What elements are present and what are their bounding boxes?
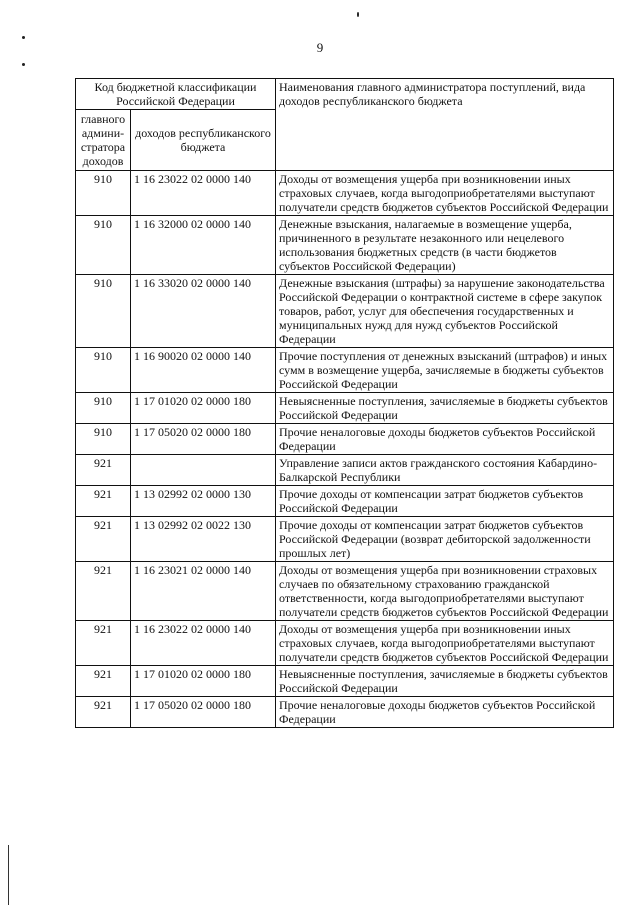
cell-budget-code: 1 16 33020 02 0000 140 bbox=[131, 275, 276, 348]
header-republican-income: доходов республиканского бюджета bbox=[131, 110, 276, 171]
cell-budget-code: 1 17 01020 02 0000 180 bbox=[131, 666, 276, 697]
cell-income-name: Прочие поступления от денежных взысканий (штрафов) и иных сумм в возмещение ущерба, зачисляемые в бюджеты субъектов Российской Федерации bbox=[276, 348, 614, 393]
cell-budget-code: 1 17 05020 02 0000 180 bbox=[131, 697, 276, 728]
header-budget-code-group: Код бюджетной классификации Российской Федерации bbox=[76, 79, 276, 110]
cell-administrator-code: 921 bbox=[76, 666, 131, 697]
cell-income-name: Денежные взыскания (штрафы) за нарушение законодательства Российской Федерации о контрактной системе в сфере закупок товаров, работ, услуг для обеспечения государственных и муниципальных нужд для нужд субъектов Российской Федерации bbox=[276, 275, 614, 348]
cell-income-name: Доходы от возмещения ущерба при возникновении иных страховых случаев, когда выгодоприобретателями выступают получатели средств бюджетов субъектов Российской Федерации bbox=[276, 171, 614, 216]
header-row-1 bbox=[76, 79, 614, 110]
scan-margin-line bbox=[8, 845, 9, 905]
cell-income-name: Невыясненные поступления, зачисляемые в бюджеты субъектов Российской Федерации bbox=[276, 393, 614, 424]
cell-budget-code: 1 16 23022 02 0000 140 bbox=[131, 621, 276, 666]
cell-administrator-code: 921 bbox=[76, 697, 131, 728]
table-row bbox=[76, 666, 614, 697]
budget-classification-table bbox=[75, 78, 614, 728]
table-row bbox=[76, 171, 614, 216]
cell-administrator-code: 910 bbox=[76, 216, 131, 275]
cell-income-name: Доходы от возмещения ущерба при возникновении страховых случаев по обязательному страхованию гражданской ответственности, когда выгодоприобретателями выступают получатели средств бюджетов субъектов Российской Федерации bbox=[276, 562, 614, 621]
cell-income-name: Невыясненные поступления, зачисляемые в бюджеты субъектов Российской Федерации bbox=[276, 666, 614, 697]
page-number: 9 bbox=[316, 40, 324, 55]
scan-speck bbox=[22, 36, 25, 39]
cell-income-name: Управление записи актов гражданского состояния Кабардино-Балкарской Республики bbox=[276, 455, 614, 486]
cell-budget-code: 1 16 32000 02 0000 140 bbox=[131, 216, 276, 275]
table-row bbox=[76, 275, 614, 348]
scan-speck bbox=[357, 12, 359, 17]
header-main-administrator: главного админи-стратора доходов bbox=[76, 110, 131, 171]
cell-administrator-code: 921 bbox=[76, 486, 131, 517]
cell-administrator-code: 921 bbox=[76, 455, 131, 486]
table-row bbox=[76, 486, 614, 517]
table-row bbox=[76, 621, 614, 666]
cell-income-name: Прочие неналоговые доходы бюджетов субъектов Российской Федерации bbox=[276, 424, 614, 455]
cell-administrator-code: 921 bbox=[76, 517, 131, 562]
cell-budget-code bbox=[131, 455, 276, 486]
cell-income-name: Доходы от возмещения ущерба при возникновении иных страховых случаев, когда выгодоприобретателями выступают получатели средств бюджетов субъектов Российской Федерации bbox=[276, 621, 614, 666]
cell-administrator-code: 910 bbox=[76, 275, 131, 348]
table-row bbox=[76, 424, 614, 455]
table-row bbox=[76, 517, 614, 562]
cell-budget-code: 1 13 02992 02 0000 130 bbox=[131, 486, 276, 517]
table-row bbox=[76, 348, 614, 393]
cell-income-name: Денежные взыскания, налагаемые в возмещение ущерба, причиненного в результате незаконного или нецелевого использования бюджетных средств (в части бюджетов субъектов Российской Федерации) bbox=[276, 216, 614, 275]
cell-income-name: Прочие неналоговые доходы бюджетов субъектов Российской Федерации bbox=[276, 697, 614, 728]
header-administrator-name: Наименования главного администратора поступлений, вида доходов республиканского бюджета bbox=[276, 79, 614, 171]
table-body bbox=[76, 171, 614, 728]
table-row bbox=[76, 216, 614, 275]
cell-budget-code: 1 16 90020 02 0000 140 bbox=[131, 348, 276, 393]
cell-budget-code: 1 16 23022 02 0000 140 bbox=[131, 171, 276, 216]
cell-budget-code: 1 17 01020 02 0000 180 bbox=[131, 393, 276, 424]
cell-administrator-code: 921 bbox=[76, 621, 131, 666]
scan-speck bbox=[22, 63, 25, 66]
table-row bbox=[76, 562, 614, 621]
table-row bbox=[76, 455, 614, 486]
cell-budget-code: 1 17 05020 02 0000 180 bbox=[131, 424, 276, 455]
cell-administrator-code: 910 bbox=[76, 424, 131, 455]
cell-administrator-code: 910 bbox=[76, 171, 131, 216]
table-row bbox=[76, 393, 614, 424]
cell-administrator-code: 910 bbox=[76, 393, 131, 424]
cell-income-name: Прочие доходы от компенсации затрат бюджетов субъектов Российской Федерации bbox=[276, 486, 614, 517]
cell-administrator-code: 910 bbox=[76, 348, 131, 393]
table-row bbox=[76, 697, 614, 728]
table-header bbox=[76, 79, 614, 171]
cell-income-name: Прочие доходы от компенсации затрат бюджетов субъектов Российской Федерации (возврат дебиторской задолженности прошлых лет) bbox=[276, 517, 614, 562]
cell-budget-code: 1 16 23021 02 0000 140 bbox=[131, 562, 276, 621]
cell-administrator-code: 921 bbox=[76, 562, 131, 621]
cell-budget-code: 1 13 02992 02 0022 130 bbox=[131, 517, 276, 562]
